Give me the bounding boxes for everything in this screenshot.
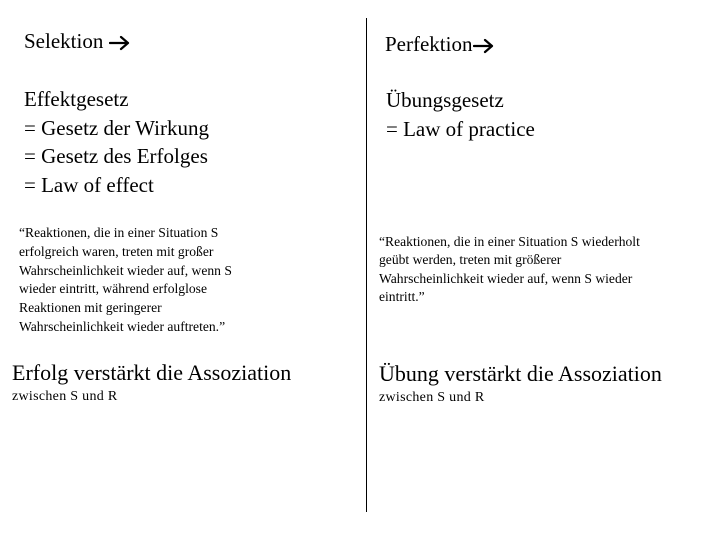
right-quote-line: Wahrscheinlichkeit wieder auf, wenn S wieder (379, 270, 633, 286)
left-quote-line: “Reaktionen, die in einer Situation S (19, 225, 219, 240)
left-quote-line: erfolgreich waren, treten mit großer (19, 243, 214, 259)
right-quote-line: “Reaktionen, die in einer Situation S wiederholt (379, 234, 640, 249)
left-law-block (24, 85, 209, 199)
left-quote (19, 224, 232, 337)
left-heading (24, 27, 131, 55)
right-conclusion: Übung verstärkt die Assoziation (379, 361, 662, 386)
left-law-line: = Gesetz des Erfolges (24, 144, 208, 168)
left-conclusion: Erfolg verstärkt die Assoziation (12, 360, 292, 385)
left-quote-line: Wahrscheinlichkeit wieder auf, wenn S (19, 262, 232, 278)
right-quote-line: eintritt.” (379, 289, 425, 305)
left-quote-line: wieder eintritt, während erfolglose (19, 281, 207, 297)
left-law-line: = Gesetz der Wirkung (24, 115, 209, 140)
column-divider (366, 18, 367, 512)
right-heading-label: Perfektion (385, 32, 473, 56)
right-arrow-icon (109, 35, 131, 51)
left-law-line: = Law of effect (24, 172, 154, 197)
right-law-block (386, 86, 535, 143)
right-law-line: Übungsgesetz (386, 88, 504, 112)
left-quote-line: Reaktionen mit geringerer (19, 300, 162, 316)
right-arrow-icon (473, 38, 495, 54)
right-heading (385, 30, 495, 58)
right-conclusion-sub: zwischen S und R (379, 390, 485, 405)
left-heading-label: Selektion (24, 29, 104, 53)
right-law-line: = Law of practice (386, 116, 535, 141)
right-quote-line: geübt werden, treten mit größerer (379, 252, 562, 268)
right-quote (379, 233, 640, 307)
left-law-line: Effektgesetz (24, 87, 129, 111)
left-conclusion-sub: zwischen S und R (12, 389, 118, 404)
left-quote-line: Wahrscheinlichkeit wieder auftreten.” (19, 318, 226, 334)
